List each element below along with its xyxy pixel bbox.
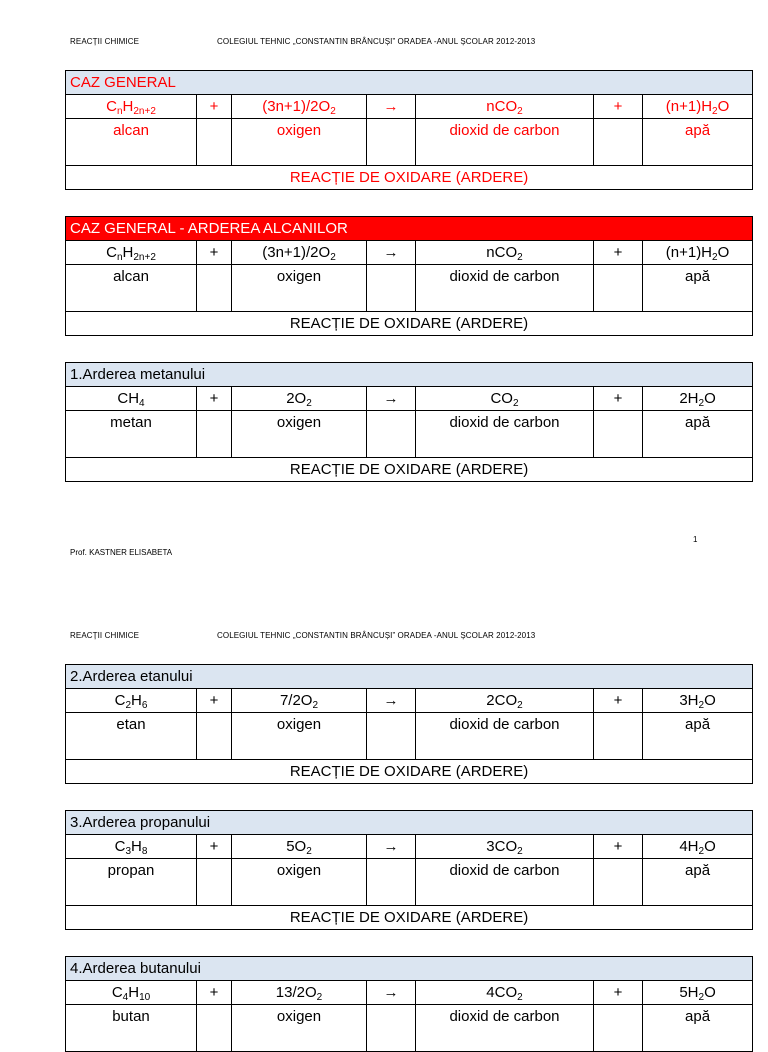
- empty-cell: [197, 265, 232, 312]
- plus-sign: +: [197, 387, 232, 411]
- reactant-name: alcan: [66, 119, 197, 166]
- co2-name: dioxid de carbon: [416, 1005, 594, 1052]
- reaction-table-general: [65, 70, 753, 190]
- reactant-formula: $C_nH_{2n+2}$: [66, 241, 197, 265]
- oxygen-name: oxigen: [232, 119, 367, 166]
- reaction-arrow: →: [367, 95, 416, 119]
- water-formula: $2H_2O$: [643, 387, 753, 411]
- plus-sign: +: [594, 241, 643, 265]
- water-formula: $3H_2O$: [643, 689, 753, 713]
- water-name: apă: [643, 859, 753, 906]
- water-formula: $(n+1)H_2O$: [643, 95, 753, 119]
- empty-cell: [594, 411, 643, 458]
- reaction-table-propane: [65, 810, 753, 930]
- empty-cell: [367, 713, 416, 760]
- formula-row: [66, 241, 753, 265]
- water-formula: $5H_2O$: [643, 981, 753, 1005]
- plus-sign: +: [197, 835, 232, 859]
- oxygen-formula: $13/2O_2$: [232, 981, 367, 1005]
- co2-formula: $4CO_2$: [416, 981, 594, 1005]
- co2-formula: nCO$_2$: [416, 241, 594, 265]
- reaction-table-butane: [65, 956, 753, 1052]
- co2-formula: $CO_2$: [416, 387, 594, 411]
- empty-cell: [197, 119, 232, 166]
- reaction-type: REACȚIE DE OXIDARE (ARDERE): [66, 166, 753, 190]
- footer-author: Prof. KASTNER ELISABETA: [70, 548, 173, 557]
- plus-sign: +: [594, 835, 643, 859]
- reaction-type: REACȚIE DE OXIDARE (ARDERE): [66, 312, 753, 336]
- oxygen-name: oxigen: [232, 713, 367, 760]
- co2-name: dioxid de carbon: [416, 411, 594, 458]
- table-title: 2.Arderea etanului: [66, 665, 753, 689]
- co2-formula: $2CO_2$: [416, 689, 594, 713]
- empty-cell: [197, 1005, 232, 1052]
- names-row: [66, 1005, 753, 1052]
- plus-sign: +: [197, 95, 232, 119]
- formula-row: [66, 95, 753, 119]
- names-row: [66, 859, 753, 906]
- empty-cell: [594, 119, 643, 166]
- co2-formula: nCO$_2$: [416, 95, 594, 119]
- formula-row: [66, 835, 753, 859]
- water-name: apă: [643, 1005, 753, 1052]
- reactant-name: butan: [66, 1005, 197, 1052]
- empty-cell: [197, 713, 232, 760]
- reactant-formula: $C_nH_{2n+2}$: [66, 95, 197, 119]
- water-formula: $4H_2O$: [643, 835, 753, 859]
- oxygen-formula: $(3n+1)/2O_2$: [232, 241, 367, 265]
- empty-cell: [197, 411, 232, 458]
- header-left: REACȚII CHIMICE: [70, 37, 140, 46]
- reaction-arrow: →: [367, 387, 416, 411]
- plus-sign: +: [197, 981, 232, 1005]
- formula-row: [66, 387, 753, 411]
- empty-cell: [367, 859, 416, 906]
- co2-name: dioxid de carbon: [416, 265, 594, 312]
- reaction-type: REACȚIE DE OXIDARE (ARDERE): [66, 458, 753, 482]
- water-name: apă: [643, 265, 753, 312]
- plus-sign: +: [197, 689, 232, 713]
- co2-name: dioxid de carbon: [416, 119, 594, 166]
- reaction-type: REACȚIE DE OXIDARE (ARDERE): [66, 760, 753, 784]
- names-row: [66, 265, 753, 312]
- water-name: apă: [643, 119, 753, 166]
- header-center: COLEGIUL TEHNIC „CONSTANTIN BRÂNCUȘI” ORADEA -ANUL ȘCOLAR 2012-2013: [217, 631, 536, 640]
- water-formula: $(n+1)H_2O$: [643, 241, 753, 265]
- reaction-arrow: →: [367, 689, 416, 713]
- empty-cell: [367, 265, 416, 312]
- oxygen-name: oxigen: [232, 265, 367, 312]
- co2-name: dioxid de carbon: [416, 713, 594, 760]
- reaction-arrow: →: [367, 835, 416, 859]
- reactant-formula: $C_4H_{10}$: [66, 981, 197, 1005]
- reactant-name: alcan: [66, 265, 197, 312]
- reaction-table-ethane: [65, 664, 753, 784]
- co2-name: dioxid de carbon: [416, 859, 594, 906]
- oxygen-formula: $7/2O_2$: [232, 689, 367, 713]
- reactant-name: etan: [66, 713, 197, 760]
- empty-cell: [367, 411, 416, 458]
- reaction-table-methane: [65, 362, 753, 482]
- empty-cell: [367, 119, 416, 166]
- plus-sign: +: [594, 387, 643, 411]
- oxygen-formula: $(3n+1)/2O_2$: [232, 95, 367, 119]
- reactant-formula: $C_3H_8$: [66, 835, 197, 859]
- reaction-type: REACȚIE DE OXIDARE (ARDERE): [66, 906, 753, 930]
- table-title: CAZ GENERAL: [66, 71, 753, 95]
- water-name: apă: [643, 713, 753, 760]
- reactant-name: metan: [66, 411, 197, 458]
- header-left: REACȚII CHIMICE: [70, 631, 140, 640]
- table-title: 3.Arderea propanului: [66, 811, 753, 835]
- water-name: apă: [643, 411, 753, 458]
- oxygen-name: oxigen: [232, 1005, 367, 1052]
- plus-sign: +: [594, 689, 643, 713]
- reactant-formula: $C_2H_6$: [66, 689, 197, 713]
- page-number: 1: [693, 535, 698, 544]
- oxygen-formula: $5O_2$: [232, 835, 367, 859]
- empty-cell: [367, 1005, 416, 1052]
- empty-cell: [594, 265, 643, 312]
- table-title: 4.Arderea butanului: [66, 957, 753, 981]
- reaction-arrow: →: [367, 241, 416, 265]
- co2-formula: $3CO_2$: [416, 835, 594, 859]
- empty-cell: [594, 713, 643, 760]
- reactant-formula: $CH_4$: [66, 387, 197, 411]
- plus-sign: +: [594, 981, 643, 1005]
- header-center: COLEGIUL TEHNIC „CONSTANTIN BRÂNCUȘI” ORADEA -ANUL ȘCOLAR 2012-2013: [217, 37, 536, 46]
- plus-sign: +: [594, 95, 643, 119]
- names-row: [66, 411, 753, 458]
- reactant-name: propan: [66, 859, 197, 906]
- empty-cell: [594, 859, 643, 906]
- empty-cell: [197, 859, 232, 906]
- table-title: 1.Arderea metanului: [66, 363, 753, 387]
- reaction-arrow: →: [367, 981, 416, 1005]
- names-row: [66, 119, 753, 166]
- plus-sign: +: [197, 241, 232, 265]
- names-row: [66, 713, 753, 760]
- oxygen-name: oxigen: [232, 411, 367, 458]
- formula-row: [66, 689, 753, 713]
- oxygen-name: oxigen: [232, 859, 367, 906]
- empty-cell: [594, 1005, 643, 1052]
- table-title: CAZ GENERAL - ARDEREA ALCANILOR: [66, 217, 753, 241]
- formula-row: [66, 981, 753, 1005]
- oxygen-formula: $2O_2$: [232, 387, 367, 411]
- reaction-table-alkanes: [65, 216, 753, 336]
